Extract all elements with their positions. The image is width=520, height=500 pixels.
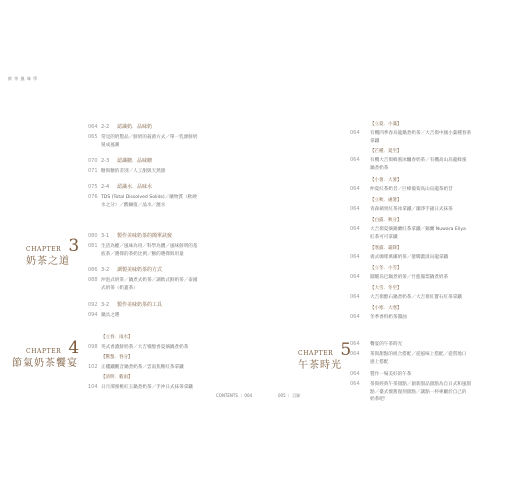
section-topics: 圓醒烏巴鍋煮奶茶／竹藍鳳梨鍋煮奶茶 xyxy=(370,275,449,280)
section-title: 饗宴的午茶時光 xyxy=(370,342,403,347)
page-number: 086 xyxy=(88,267,98,273)
section-number: 2-2 xyxy=(101,124,110,130)
page-number: 064 xyxy=(350,314,360,320)
page-number: 104 xyxy=(88,384,98,390)
page-number: 092 xyxy=(88,302,98,308)
solar-term-tag: 【清明．穀雨】 xyxy=(101,375,133,380)
footer-left: CONTENTS ｜ 004 xyxy=(216,393,253,398)
section-number: 2-4 xyxy=(101,184,110,190)
chapter-3-title: 奶茶之道 xyxy=(26,256,70,267)
chapter-5-title: 午茶時光 xyxy=(298,360,342,371)
solar-term-tag: 【立夏．小滿】 xyxy=(370,122,402,127)
section-topics: 茶與經典午茶甜點／創新甜品甜點為自日式和風甜 點／臺式懷舊復刻甜點／讓點一杯專屬於自己的 奶茶吧！ xyxy=(370,382,472,403)
solar-term-tag: 【大雪．冬至】 xyxy=(370,286,402,291)
section-topics: 青森蘋果紅茶冰拿鐵／團淨手錦日式抹茶 xyxy=(370,207,453,212)
section-topics: 茶與甜點的組合搭配／從風味上搭配／從質地口 感上搭配 xyxy=(370,352,467,365)
section-topics: 有機大吉嶺蜂蜜冰釀春奶茶／有機高山烏龍蜂蜜 鍋煮奶茶 xyxy=(370,158,467,171)
solar-term-tag: 【白露．秋分】 xyxy=(370,218,402,223)
footer-right: 005 ｜ 目錄 xyxy=(278,393,301,398)
section-topics: TDS (Total Dissolved Solids)／礦物質（軟硬 水之分）／酸鹼值／晶水／瀝水 xyxy=(101,195,197,208)
section-topics: 糖與糖的差別／人工甜與天然甜 xyxy=(101,169,166,174)
section-title: 調製美味奶茶的方式 xyxy=(117,267,163,273)
chapter-4-title: 節氣奶茶饗宴 xyxy=(12,358,78,369)
page-number: 064 xyxy=(350,254,360,260)
page-number: 064 xyxy=(350,157,360,163)
section-number: 2-3 xyxy=(101,158,110,164)
page-number: 075 xyxy=(88,184,98,190)
chapter-3-heading xyxy=(26,236,84,268)
running-head: 飲 茶 風 味 學 xyxy=(8,76,38,81)
section-topics: 仲夏紅茶奶昔／巨峰葡萄高山烏龍茶奶昔 xyxy=(370,187,453,192)
solar-term-tag: 【驚蟄．春分】 xyxy=(101,355,133,360)
section-title: 製作一場美好的午茶 xyxy=(370,372,412,377)
section-title: 認識糖．品味糖 xyxy=(117,158,153,164)
page-number: 081 xyxy=(88,243,98,249)
page-number: 065 xyxy=(88,134,98,140)
section-topics: 生活為權／風味為用／科學為體／風味鮮明的基 底茶／選擇的茶奶比例／糖的選擇與用量 xyxy=(101,244,198,257)
solar-term-tag: 【立秋．處暑】 xyxy=(370,198,402,203)
page-number: 064 xyxy=(350,351,360,357)
chapter-4-number: 4 xyxy=(68,338,80,358)
page-number: 076 xyxy=(88,194,98,200)
page-number: 094 xyxy=(88,312,98,318)
section-number: 3-2 xyxy=(101,302,110,308)
section-topics: 有機四季春烏龍鍋煮奶茶／大吉嶺中國小葉種春茶 拿鐵 xyxy=(370,131,472,144)
page-number: 064 xyxy=(350,130,360,136)
page-number: 070 xyxy=(88,158,98,164)
section-topics: 常見的奶製品／鮮奶的殺菌方式／單一乳源鮮奶 舅成風潮 xyxy=(101,135,198,148)
page-number: 064 xyxy=(350,274,360,280)
section-topics: 英式香濃鮮奶茶／大吉嶺醇香夏摘鍋煮奶茶 xyxy=(101,345,189,350)
section-topics: 大吉嶺醇石鍋煮奶茶／大吉嶺紅寶石紅茶拿鐵 xyxy=(370,295,462,300)
section-topics: 鍋具之選 xyxy=(101,313,120,318)
chapter-4-heading xyxy=(12,338,84,370)
section-number: 3-2 xyxy=(101,267,110,273)
page-number: 064 xyxy=(350,371,360,377)
chapter-5-number: 5 xyxy=(340,340,352,360)
solar-term-tag: 【寒露．霜降】 xyxy=(370,246,402,251)
chapter-5-heading xyxy=(298,340,354,372)
solar-term-tag: 【立春．雨水】 xyxy=(101,335,133,340)
section-topics: 日月潭蜜桃紅玉鍋煮奶茶／手沖日式抹茶拿鐵 xyxy=(101,385,193,390)
chapter-3-word: CHAPTER xyxy=(26,246,62,253)
section-title: 認識水．品味水 xyxy=(117,184,153,190)
chapter-4-word: CHAPTER xyxy=(26,348,62,355)
section-title: 認識奶．品味奶 xyxy=(117,124,153,130)
solar-term-tag: 【芒種．夏至】 xyxy=(370,149,402,154)
section-number: 3-1 xyxy=(101,233,110,239)
page-number: 064 xyxy=(350,206,360,212)
page-number: 064 xyxy=(350,341,360,347)
section-topics: 冬季香料奶茶醬油 xyxy=(370,315,407,320)
page-number: 071 xyxy=(88,168,98,174)
page-number: 064 xyxy=(350,186,360,192)
section-topics: 義式咖啡萬縷奶茶／螢燭濃汲烏龍拿鐵 xyxy=(370,255,449,260)
section-topics: 沖泡式奶茶／鍋煮式奶茶／調飲式鮮奶茶／泰國 式奶茶（奶蓋茶） xyxy=(101,278,198,291)
solar-term-tag: 【小暑．大暑】 xyxy=(370,178,402,183)
solar-term-tag: 【立冬．小雪】 xyxy=(370,266,402,271)
page-number: 088 xyxy=(88,277,98,283)
page-number: 064 xyxy=(88,124,98,130)
solar-term-tag: 【小寒．大寒】 xyxy=(370,306,402,311)
section-topics: 正欉鐵觀音鍋煮奶茶／雲南焦糖紅茶拿鐵 xyxy=(101,365,184,370)
page-number: 080 xyxy=(88,233,98,239)
section-topics: 大吉嶺夏摘錫蘭紅茶拿鐵／錫蘭 Nuwara Eliya 紅茶可可拿鐵 xyxy=(370,227,466,240)
section-title: 製作美味奶茶的簡單訣竅 xyxy=(117,233,173,239)
chapter-5-word: CHAPTER xyxy=(298,350,334,357)
section-title: 製作美味奶茶的工具 xyxy=(117,302,163,308)
page-number: 064 xyxy=(350,381,360,387)
page-number: 102 xyxy=(88,364,98,370)
page-number: 064 xyxy=(350,294,360,300)
page-number: 064 xyxy=(350,226,360,232)
page-number: 098 xyxy=(88,344,98,350)
chapter-3-number: 3 xyxy=(68,236,80,256)
